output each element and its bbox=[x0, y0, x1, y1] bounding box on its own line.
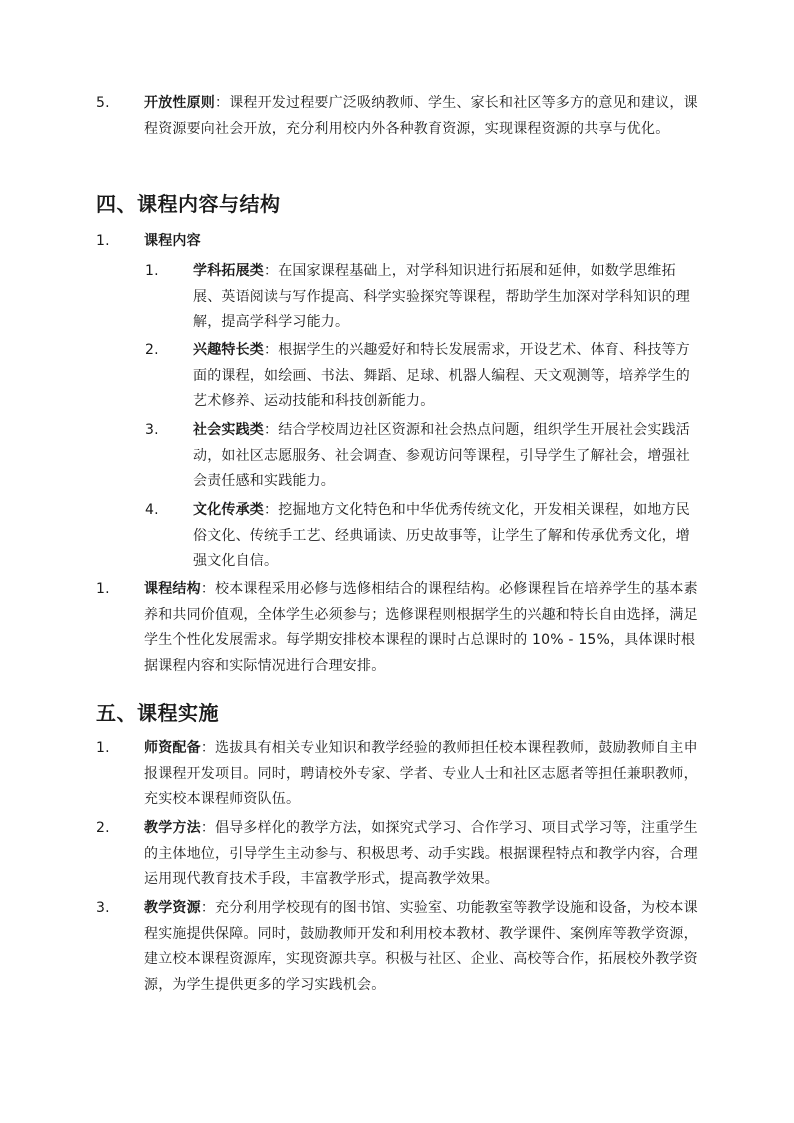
list-desc: ：结合学校周边社区资源和社会热点问题，组织学生开展社会实践活动，如社区志愿服务、社会调查、参观访问等课程，引导学生了解社会，增强社会责任感和实践能力。 bbox=[193, 422, 690, 489]
list-item bbox=[96, 896, 700, 998]
list-number: 1. bbox=[96, 581, 110, 597]
list-term: 社会实践类 bbox=[193, 422, 264, 438]
list-number: 5. bbox=[96, 95, 110, 111]
list-text bbox=[193, 338, 700, 415]
list-item bbox=[96, 816, 700, 893]
list-item bbox=[96, 229, 700, 255]
list-number: 1. bbox=[145, 263, 159, 279]
list-text bbox=[144, 229, 700, 255]
list-term: 教学方法 bbox=[144, 820, 201, 836]
list-desc: ：充分利用学校现有的图书馆、实验室、功能教室等教学设施和设备，为校本课程实施提供保障。同时，鼓励教师开发和利用校本教材、教学课件、案例库等教学资源，建立校本课程资源库，实现资源共享。积极与社区、企业、高校等合作，拓展校外教学资源，为学生提供更多的学习实践机会。 bbox=[144, 900, 698, 993]
list-number: 1. bbox=[96, 740, 110, 756]
sub-list-item bbox=[145, 338, 700, 415]
list-number: 3. bbox=[96, 900, 110, 916]
list-term: 学科拓展类 bbox=[193, 263, 264, 279]
list-text bbox=[193, 418, 700, 495]
sub-list-item bbox=[145, 259, 700, 336]
list-desc: ：课程开发过程要广泛吸纳教师、学生、家长和社区等多方的意见和建议，课程资源要向社会开放，充分利用校内外各种教育资源，实现课程资源的共享与优化。 bbox=[144, 95, 698, 137]
list-text bbox=[193, 259, 700, 336]
list-text bbox=[193, 498, 700, 575]
sub-list-item bbox=[145, 418, 700, 495]
list-term: 兴趣特长类 bbox=[193, 342, 264, 358]
list-item bbox=[96, 736, 700, 813]
list-number: 3. bbox=[145, 422, 159, 438]
list-desc: ：挖掘地方文化特色和中华优秀传统文化，开发相关课程，如地方民俗文化、传统手工艺、经典诵读、历史故事等，让学生了解和传承优秀文化，增强文化自信。 bbox=[193, 502, 690, 569]
list-item bbox=[96, 577, 700, 679]
list-desc: ：选拔具有相关专业知识和教学经验的教师担任校本课程教师，鼓励教师自主申报课程开发项目。同时，聘请校外专家、学者、专业人士和社区志愿者等担任兼职教师，充实校本课程师资队伍。 bbox=[144, 740, 698, 807]
list-desc: ：倡导多样化的教学方法，如探究式学习、合作学习、项目式学习等，注重学生的主体地位，引导学生主动参与、积极思考、动手实践。根据课程特点和教学内容，合理运用现代教育技术手段，丰富教学形式，提高教学效果。 bbox=[144, 820, 698, 887]
list-number: 2. bbox=[145, 342, 159, 358]
list-text bbox=[144, 736, 700, 813]
list-term: 开放性原则 bbox=[144, 95, 215, 111]
list-term: 文化传承类 bbox=[193, 502, 264, 518]
list-number: 1. bbox=[96, 233, 110, 249]
list-text bbox=[144, 577, 700, 679]
list-term: 课程结构 bbox=[144, 581, 201, 597]
list-text bbox=[144, 816, 700, 893]
list-text bbox=[144, 91, 700, 142]
list-text bbox=[144, 896, 700, 998]
sub-list-item bbox=[145, 498, 700, 575]
section-heading: 四、课程内容与结构 bbox=[96, 192, 281, 216]
list-desc: ：在国家课程基础上，对学科知识进行拓展和延伸，如数学思维拓展、英语阅读与写作提高、科学实验探究等课程，帮助学生加深对学科知识的理解，提高学科学习能力。 bbox=[193, 263, 690, 330]
list-term: 教学资源 bbox=[144, 900, 201, 916]
list-term: 课程内容 bbox=[144, 233, 201, 249]
list-desc: ：根据学生的兴趣爱好和特长发展需求，开设艺术、体育、科技等方面的课程，如绘画、书法、舞蹈、足球、机器人编程、天文观测等，培养学生的艺术修养、运动技能和科技创新能力。 bbox=[193, 342, 690, 409]
list-desc: ：校本课程采用必修与选修相结合的课程结构。必修课程旨在培养学生的基本素养和共同价值观，全体学生必须参与；选修课程则根据学生的兴趣和特长自由选择，满足学生个性化发展需求。每学期安排校本课程的课时占总课时的 10% - 15%，具体课时根据课程内容和实际情况进行合理安排。 bbox=[144, 581, 698, 674]
list-term: 师资配备 bbox=[144, 740, 201, 756]
section-heading: 五、课程实施 bbox=[96, 701, 219, 725]
list-number: 2. bbox=[96, 820, 110, 836]
list-number: 4. bbox=[145, 502, 159, 518]
list-item bbox=[96, 91, 700, 142]
